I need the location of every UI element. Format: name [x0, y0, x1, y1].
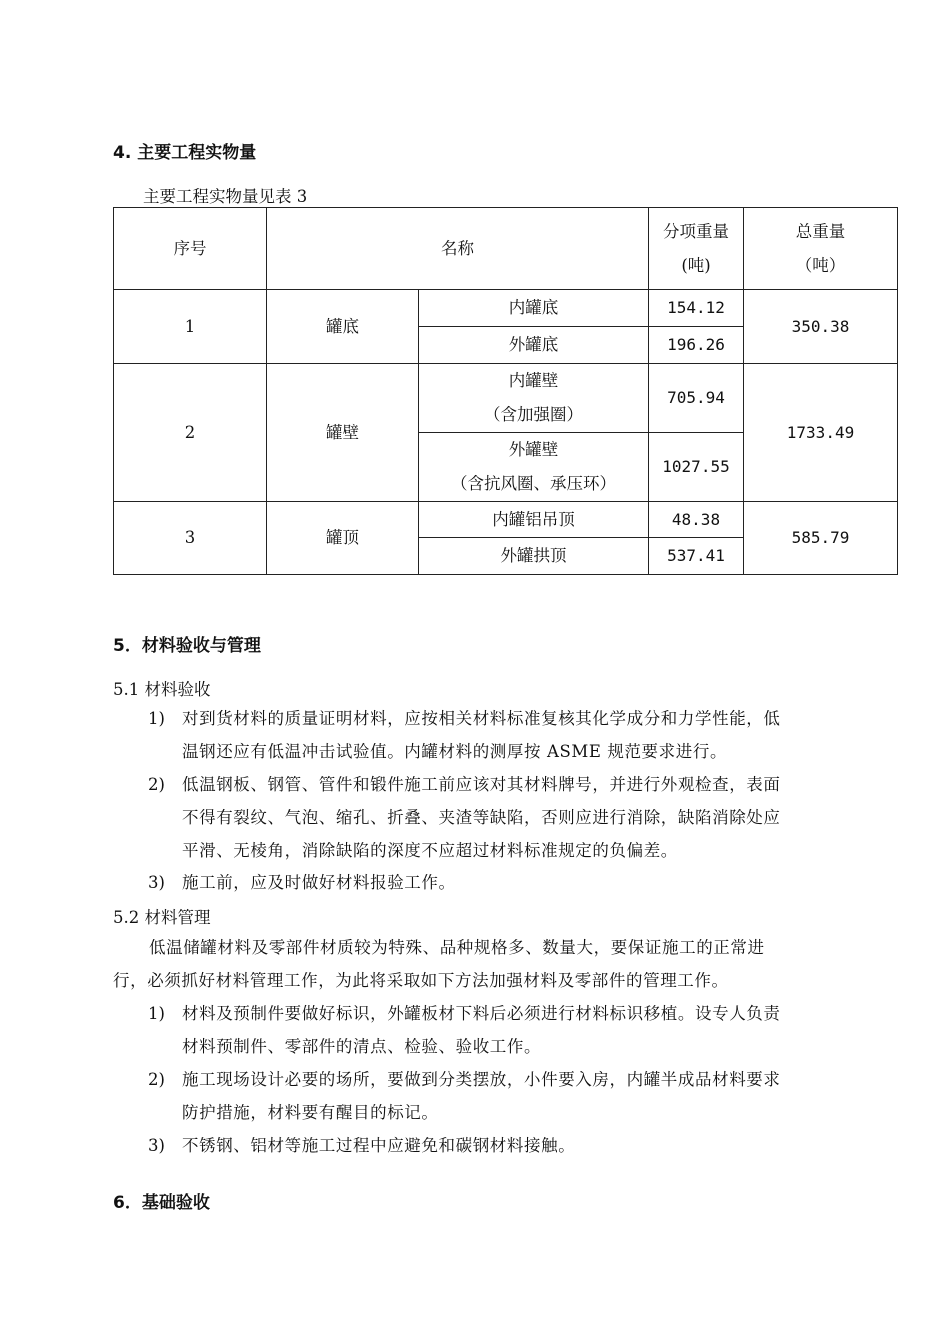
row-total: 1733.49: [744, 364, 898, 502]
row-index: 2: [114, 364, 267, 502]
header-total-weight-label: 总重量: [795, 221, 846, 241]
item-weight: 196.26: [649, 327, 744, 364]
table-header-row: [114, 208, 898, 290]
section-6-heading: 6．基础验收: [113, 1193, 210, 1213]
header-part-weight-label: 分项重量: [663, 221, 729, 241]
item-weight: 48.38: [649, 502, 744, 538]
row-index: 3: [114, 502, 267, 575]
header-index: 序号: [114, 208, 267, 290]
intro-line: 行，必须抓好材料管理工作，为此将采取如下方法加强材料及零部件的管理工作。: [113, 971, 729, 990]
intro-line: 低温储罐材料及零部件材质较为特殊、品种规格多、数量大，要保证施工的正常进: [149, 938, 765, 957]
item-name: 内罐底: [419, 290, 649, 327]
item-note: （含加强圈）: [484, 405, 583, 424]
list-item-number: 3): [148, 1136, 165, 1155]
list-item-line: 材料及预制件要做好标识，外罐板材下料后必须进行材料标识移植。设专人负责: [182, 1004, 781, 1023]
item-name: 外罐拱顶: [419, 538, 649, 575]
row-total: 585.79: [744, 502, 898, 575]
list-item-number: 2): [148, 775, 165, 794]
item-name: 外罐壁: [508, 440, 559, 459]
list-item-line: 施工现场设计必要的场所，要做到分类摆放，小件要入房，内罐半成品材料要求: [182, 1070, 781, 1089]
list-item-number: 3): [148, 873, 165, 892]
subsection-5-2-title: 5.2 材料管理: [113, 908, 211, 927]
row-group: 罐壁: [267, 364, 419, 502]
header-total-weight: [744, 208, 898, 290]
subsection-5-2-intro: [113, 931, 873, 997]
item-name: 内罐壁: [508, 371, 559, 390]
list-item-number: 2): [148, 1070, 165, 1089]
row-group: 罐顶: [267, 502, 419, 575]
table-caption: 主要工程实物量见表 3: [143, 187, 308, 206]
list-item-line: 对到货材料的质量证明材料，应按相关材料标准复核其化学成分和力学性能，低: [182, 709, 781, 728]
list-item-line: 不得有裂纹、气泡、缩孔、折叠、夹渣等缺陷，否则应进行消除，缺陷消除处应: [182, 808, 781, 827]
section-5-heading: 5．材料验收与管理: [113, 636, 261, 656]
list-item-line: 防护措施，材料要有醒目的标记。: [182, 1103, 439, 1122]
header-part-weight: [649, 208, 744, 290]
list-item-line: 不锈钢、铝材等施工过程中应避免和碳钢材料接触。: [182, 1136, 576, 1155]
list-item-line: 低温钢板、钢管、管件和锻件施工前应该对其材料牌号，并进行外观检查，表面: [182, 775, 781, 794]
quantities-table: [113, 207, 898, 575]
item-weight: 705.94: [649, 364, 744, 433]
list-item-line: 施工前，应及时做好材料报验工作。: [182, 873, 456, 892]
item-weight: 1027.55: [649, 433, 744, 502]
list-item-line: 材料预制件、零部件的清点、检验、验收工作。: [182, 1037, 542, 1056]
item-weight: 537.41: [649, 538, 744, 575]
header-part-weight-unit: (吨): [681, 255, 711, 275]
section-4-heading: 4. 主要工程实物量: [113, 143, 257, 163]
table-row: [114, 290, 898, 327]
table-row: [114, 364, 898, 433]
table-row: [114, 502, 898, 538]
row-group: 罐底: [267, 290, 419, 364]
list-item-line: 平滑、无棱角，消除缺陷的深度不应超过材料标准规定的负偏差。: [182, 841, 678, 860]
item-name: 外罐底: [419, 327, 649, 364]
header-total-weight-unit: （吨）: [795, 255, 846, 275]
list-item-number: 1): [148, 709, 165, 728]
list-item-number: 1): [148, 1004, 165, 1023]
item-note: （含抗风圈、承压环）: [451, 474, 616, 493]
row-total: 350.38: [744, 290, 898, 364]
item-name: 内罐铝吊顶: [419, 502, 649, 538]
item-weight: 154.12: [649, 290, 744, 327]
list-item-line: 温钢还应有低温冲击试验值。内罐材料的测厚按 ASME 规范要求进行。: [182, 742, 728, 761]
item-name-cell: [419, 433, 649, 502]
item-name-cell: [419, 364, 649, 433]
subsection-5-1-title: 5.1 材料验收: [113, 680, 211, 699]
row-index: 1: [114, 290, 267, 364]
header-name: 名称: [267, 208, 649, 290]
